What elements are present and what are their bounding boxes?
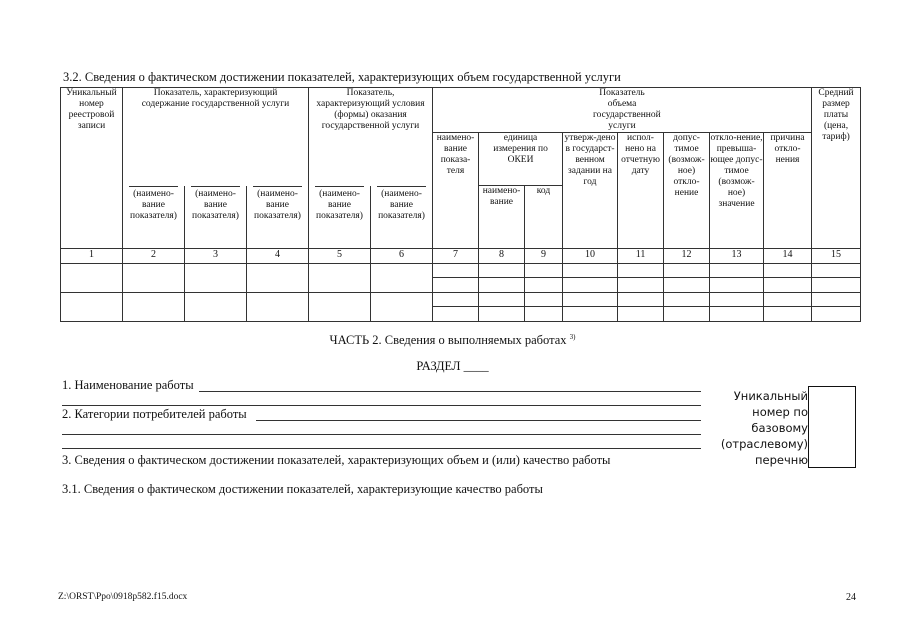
header-content-indicator: Показатель, характеризующий содержание государственной услуги — [123, 88, 309, 186]
footnote-mark: 3) — [569, 333, 576, 341]
header-sub-conditions-1: (наимено-вание показателя) — [309, 186, 371, 249]
section-number: РАЗДЕЛ ____ — [416, 359, 489, 373]
header-sub-conditions-2: (наимено-вание показателя) — [371, 186, 433, 249]
header-indicator-name: наимено-вание показа-теля — [433, 133, 479, 249]
work-name-line-2 — [62, 405, 701, 406]
header-registry-number: Уникальный номер реестровой записи — [61, 88, 123, 186]
col-number: 9 — [525, 248, 563, 263]
col-number: 13 — [710, 248, 764, 263]
col-number: 12 — [664, 248, 710, 263]
col-number: 11 — [618, 248, 664, 263]
header-deviation-exceeding: откло-нение, превыша-ющее допус-тимое (возмож-ное) значение — [710, 133, 764, 249]
header-avg-fee: Средний размер платы (цена, тариф) — [812, 88, 861, 249]
header-reason: причина откло-нения — [764, 133, 812, 249]
consumers-line-2 — [62, 434, 701, 435]
header-unit-code: код — [525, 186, 563, 249]
header-conditions-indicator: Показатель, характеризующий условия (формы) оказания государственной услуги — [309, 88, 433, 186]
work-name-label: 1. Наименование работы — [62, 378, 194, 392]
header-sub-content-3: (наимено-вание показателя) — [247, 186, 309, 249]
col-number: 1 — [61, 248, 123, 263]
part2-title: ЧАСТЬ 2. Сведения о выполняемых работах $^{3)}$ — [329, 333, 576, 348]
quality-indicators-label: 3.1. Сведения о фактическом достижении показателей, характеризующие качество работы — [62, 482, 543, 496]
col-number: 6 — [371, 248, 433, 263]
col-number: 10 — [563, 248, 618, 263]
table-row — [61, 292, 861, 321]
unique-number-box[interactable] — [808, 386, 856, 468]
header-sub-content-2: (наимено-вание показателя) — [185, 186, 247, 249]
col-number: 15 — [812, 248, 861, 263]
volume-quality-label: 3. Сведения о фактическом достижении показателей, характеризующих объем и (или) качество работы — [62, 453, 611, 467]
page-number: 24 — [846, 592, 856, 603]
volume-indicators-table — [60, 87, 861, 322]
consumers-line-3 — [62, 448, 701, 449]
header-approved: утверж-дено в государст-венном задании на год — [563, 133, 618, 249]
header-volume-indicator: Показатель объема государственной услуги — [433, 88, 812, 133]
col-number: 8 — [479, 248, 525, 263]
col-number: 3 — [185, 248, 247, 263]
header-unit-name: наимено-вание — [479, 186, 525, 249]
col-number: 5 — [309, 248, 371, 263]
section-title: 3.2. Сведения о фактическом достижении показателей, характеризующих объем государственной услуги — [63, 70, 621, 84]
table-row — [61, 263, 861, 292]
col-number: 4 — [247, 248, 309, 263]
work-name-line — [199, 391, 701, 392]
consumers-line — [256, 420, 701, 421]
header-executed: испол-нено на отчетную дату — [618, 133, 664, 249]
header-allowed-deviation: допус-тимое (возмож-ное) откло-нение — [664, 133, 710, 249]
col-number: 7 — [433, 248, 479, 263]
consumers-label: 2. Категории потребителей работы — [62, 407, 247, 421]
footer-file-path: Z:\ORST\Ppo\0918p582.f15.docx — [58, 592, 188, 602]
col-number: 2 — [123, 248, 185, 263]
unique-number-label: Уникальный номер по базовому (отраслевому) перечню — [720, 389, 808, 467]
header-registry-cont — [61, 186, 123, 249]
header-unit: единица измерения по ОКЕИ — [479, 133, 563, 186]
header-sub-content-1: (наимено-вание показателя) — [123, 186, 185, 249]
col-number: 14 — [764, 248, 812, 263]
